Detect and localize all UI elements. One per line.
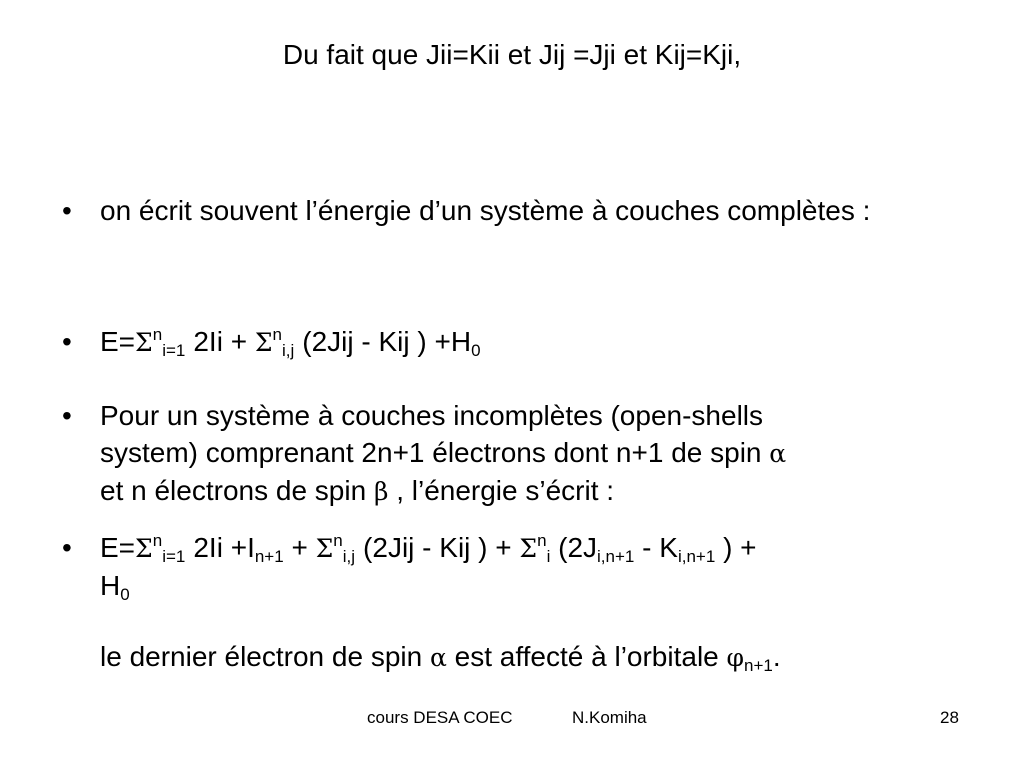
sigma-symbol: Σ bbox=[519, 534, 538, 563]
slide-title: Du fait que Jii=Kii et Jij =Jji et Kij=Kji, bbox=[282, 39, 742, 70]
bullet-dot-icon: • bbox=[62, 400, 72, 431]
page-number: 28 bbox=[940, 708, 959, 727]
footer-course: cours DESA COEC bbox=[367, 708, 513, 727]
bullet-item-2-formula bbox=[62, 323, 962, 361]
bullet-item-4-formula bbox=[62, 529, 982, 604]
closing-line bbox=[62, 638, 962, 676]
sigma-symbol: Σ bbox=[315, 534, 334, 563]
bullet-text: Pour un système à couches incomplètes (open-shells system) comprenant 2n+1 électrons dont n+1 de spin α et n électrons de spin β , l’énergie s’écrit : bbox=[100, 400, 787, 506]
bullet-text: on écrit souvent l’énergie d’un système à couches complètes : bbox=[100, 195, 871, 226]
alpha-symbol: α bbox=[429, 643, 447, 672]
sigma-symbol: Σ bbox=[254, 328, 273, 357]
closing-text: le dernier électron de spin α est affecté à l’orbitale $\varphi_{n+1}$. bbox=[100, 641, 781, 675]
bullet-dot-icon: • bbox=[62, 532, 72, 563]
sigma-symbol: Σ bbox=[135, 328, 153, 357]
formula-open-shell: $E=\Sigma^n_{i=1}$ $2Ii +I_{n+1} + \Sigma^n_{i,j}$ (2Jij - Kij ) + $\Sigma^n_i$ ($2J_{i,n+1} - K_{i,n+1}$ ) + $H_0$ bbox=[100, 531, 757, 604]
bullet-item-1 bbox=[62, 192, 962, 229]
formula-closed-shell: $E=\Sigma^n_{i=1}$ $2Ii + \Sigma^n_{i,j}$ (2Jij - Kij ) $+H_0$ bbox=[100, 325, 481, 360]
footer-author: N.Komiha bbox=[572, 708, 647, 727]
bullet-dot-icon: • bbox=[62, 195, 72, 226]
alpha-symbol: α bbox=[769, 439, 787, 468]
bullet-dot-icon: • bbox=[62, 326, 72, 357]
phi-symbol: φ bbox=[726, 643, 745, 672]
beta-symbol: β bbox=[373, 477, 389, 506]
sigma-symbol: Σ bbox=[135, 534, 153, 563]
bullet-item-3 bbox=[62, 397, 962, 510]
